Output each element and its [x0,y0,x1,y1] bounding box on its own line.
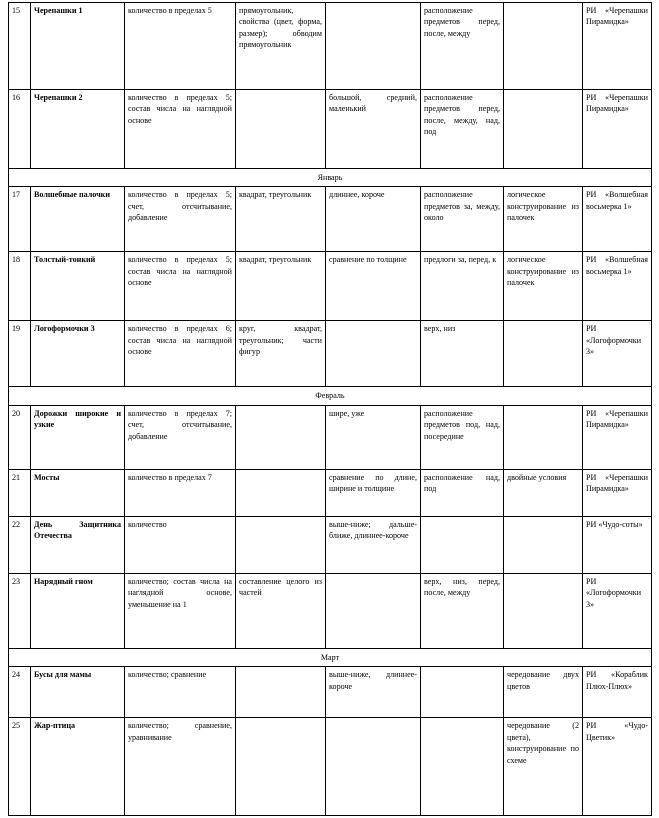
row-space: расположение предметов перед, после, между [421,3,504,90]
row-shape: прямоугольник, свойства (цвет, форма, размер); обводим прямоугольник [236,3,326,90]
row-game: РИ «Черепашки Пирамидка» [583,405,652,469]
row-space: расположение предметов под, над, посередине [421,405,504,469]
row-game: РИ «Логоформочки 3» [583,573,652,648]
row-space: расположение над, под [421,469,504,516]
month-label: Февраль [9,387,652,405]
row-number: 20 [9,405,31,469]
row-size [326,573,421,648]
row-number: 23 [9,573,31,648]
month-separator-row [9,648,652,666]
row-space [421,718,504,816]
row-logic [504,90,583,169]
row-quantity: количество в пределах 5; состав числа на наглядной основе [125,90,236,169]
row-theme: Жар-птица [31,718,125,816]
row-size [326,321,421,387]
row-logic [504,573,583,648]
row-game: РИ «Логоформочки 3» [583,321,652,387]
row-theme: Волшебные палочки [31,187,125,252]
row-theme: Черепашки 1 [31,3,125,90]
row-number: 24 [9,667,31,718]
row-theme: Дорожки широкие и узкие [31,405,125,469]
row-space: расположение предметов перед, после, между, над, под [421,90,504,169]
row-logic [504,3,583,90]
row-shape [236,405,326,469]
table-row [9,321,652,387]
row-game: РИ «Волшебная восьмерка 1» [583,252,652,321]
row-shape: квадрат, треугольник [236,187,326,252]
row-theme: Логоформочки 3 [31,321,125,387]
row-game: РИ «Чудо-Цветик» [583,718,652,816]
row-shape [236,516,326,573]
row-space [421,667,504,718]
row-theme: Мосты [31,469,125,516]
row-number: 21 [9,469,31,516]
row-theme: Черепашки 2 [31,90,125,169]
month-separator-row [9,387,652,405]
row-size: шире, уже [326,405,421,469]
curriculum-table [8,2,652,816]
row-quantity: количество в пределах 5; счет, отсчитывание, добавление [125,187,236,252]
row-quantity: количество [125,516,236,573]
table-row [9,252,652,321]
row-size [326,3,421,90]
row-space: верх, низ [421,321,504,387]
month-label: Январь [9,169,652,187]
row-logic: логическое конструирование из палочек [504,252,583,321]
table-row [9,405,652,469]
table-row [9,718,652,816]
row-number: 15 [9,3,31,90]
row-quantity: количество в пределах 5 [125,3,236,90]
row-quantity: количество в пределах 7 [125,469,236,516]
row-size: сравнение по толщине [326,252,421,321]
row-number: 17 [9,187,31,252]
row-game: РИ «Черепашки Пирамидка» [583,469,652,516]
row-shape [236,667,326,718]
row-shape: круг, квадрат, треугольник; части фигур [236,321,326,387]
row-space: расположение предметов за, между, около [421,187,504,252]
row-quantity: количество в пределах 7; счет, отсчитывание, добавление [125,405,236,469]
curriculum-table-body [9,3,652,816]
row-number: 19 [9,321,31,387]
row-theme: День Защитника Отечества [31,516,125,573]
row-theme: Толстый-тонкий [31,252,125,321]
row-logic [504,405,583,469]
table-row [9,667,652,718]
row-size: выше-ниже, длиннее-короче [326,667,421,718]
row-size: сравнение по длине, ширине и толщине [326,469,421,516]
row-quantity: количество; сравнение [125,667,236,718]
row-logic: двойные условия [504,469,583,516]
row-game: РИ «Чудо-соты» [583,516,652,573]
row-quantity: количество; сравнение, уравнивание [125,718,236,816]
row-quantity: количество в пределах 5; состав числа на наглядной основе [125,252,236,321]
table-row [9,3,652,90]
row-number: 25 [9,718,31,816]
row-game: РИ «Кораблик Плюх-Плюх» [583,667,652,718]
row-size: выше-ниже; дальше-ближе, длиннее-короче [326,516,421,573]
row-size [326,718,421,816]
month-label: Март [9,648,652,666]
month-separator-row [9,169,652,187]
row-game: РИ «Черепашки Пирамидка» [583,90,652,169]
row-logic [504,321,583,387]
row-number: 16 [9,90,31,169]
table-row [9,573,652,648]
row-space: верх, низ, перед, после, между [421,573,504,648]
row-logic: чередование двух цветов [504,667,583,718]
row-logic: чередование (2 цвета), конструирование по схеме [504,718,583,816]
table-row [9,187,652,252]
row-number: 22 [9,516,31,573]
table-row [9,516,652,573]
row-quantity: количество в пределах 6; состав числа на наглядной основе [125,321,236,387]
row-quantity: количество; состав числа на наглядной основе, уменьшение на 1 [125,573,236,648]
row-logic [504,516,583,573]
row-size: большой, средний, маленький [326,90,421,169]
row-space [421,516,504,573]
row-space: предлоги за, перед, к [421,252,504,321]
row-shape [236,90,326,169]
row-size: длиннее, короче [326,187,421,252]
row-number: 18 [9,252,31,321]
row-theme: Нарядный гном [31,573,125,648]
table-row [9,469,652,516]
table-row [9,90,652,169]
row-shape: квадрат, треугольник [236,252,326,321]
row-game: РИ «Черепашки Пирамидка» [583,3,652,90]
row-logic: логическое конструирование из палочек [504,187,583,252]
row-game: РИ «Волшебная восьмерка 1» [583,187,652,252]
row-shape: составление целого из частей [236,573,326,648]
row-theme: Бусы для мамы [31,667,125,718]
row-shape [236,718,326,816]
row-shape [236,469,326,516]
